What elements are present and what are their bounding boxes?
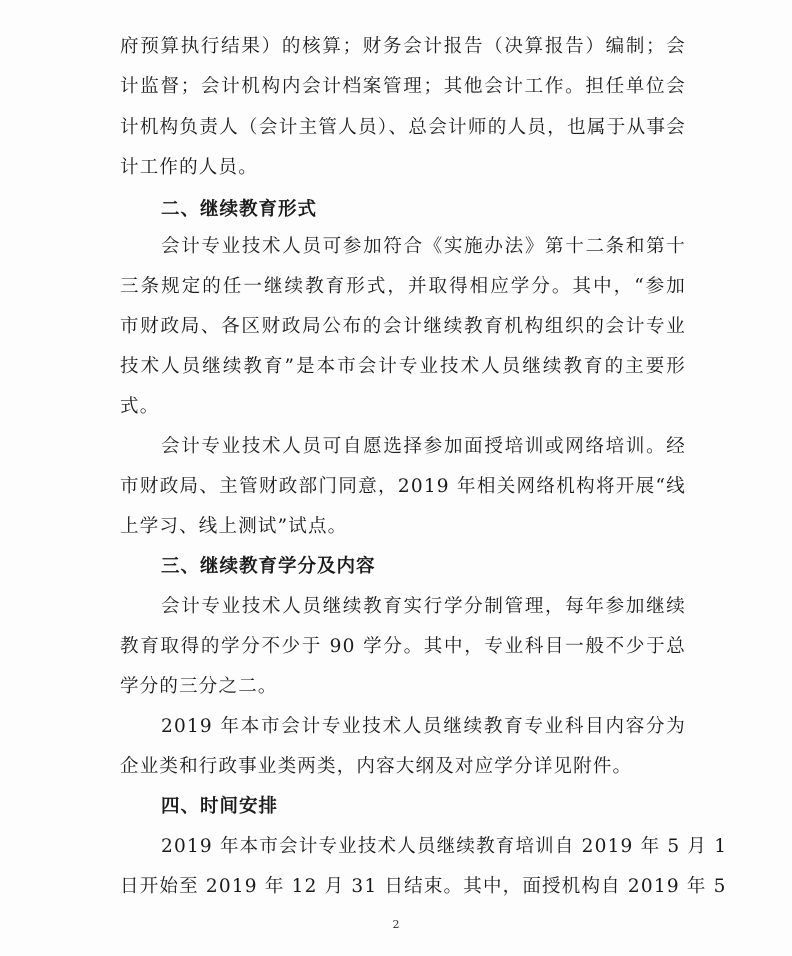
paragraph-line: 式。: [120, 396, 160, 417]
paragraph-line: 市财政局、各区财政局公布的会计继续教育机构组织的会计专业: [120, 316, 686, 337]
section-heading-4: 四、时间安排: [161, 796, 279, 817]
paragraph-line: 教育取得的学分不少于 90 学分。其中，专业科目一般不少于总: [120, 636, 686, 657]
section-heading-3: 三、继续教育学分及内容: [161, 556, 376, 577]
paragraph-line: 府预算执行结果）的核算；财务会计报告（决算报告）编制；会: [120, 36, 686, 57]
paragraph-line: 计工作的人员。: [120, 157, 258, 178]
paragraph-line: 计机构负责人（会计主管人员）、总会计师的人员，也属于从事会: [120, 117, 686, 138]
paragraph-line: 2019 年本市会计专业技术人员继续教育专业科目内容分为: [161, 716, 686, 737]
page-number: 2: [392, 918, 400, 931]
paragraph-line: 三条规定的任一继续教育形式，并取得相应学分。其中，“参加: [120, 276, 686, 297]
paragraph-line: 企业类和行政事业类两类，内容大纲及对应学分详见附件。: [120, 756, 633, 777]
paragraph-line: 上学习、线上测试”试点。: [120, 516, 348, 537]
paragraph-line: 会计专业技术人员可自愿选择参加面授培训或网络培训。经: [161, 436, 686, 457]
paragraph-line: 计监督；会计机构内会计档案管理；其他会计工作。担任单位会: [120, 76, 686, 97]
section-heading-2: 二、继续教育形式: [161, 199, 318, 220]
paragraph-line: 学分的三分之二。: [120, 676, 278, 697]
paragraph-line: 2019 年本市会计专业技术人员继续教育培训自 2019 年 5 月 1: [161, 836, 728, 857]
paragraph-line: 日开始至 2019 年 12 月 31 日结束。其中，面授机构自 2019 年 5: [120, 876, 727, 897]
paragraph-line: 会计专业技术人员可参加符合《实施办法》第十二条和第十: [161, 236, 686, 257]
paragraph-line: 市财政局、主管财政部门同意，2019 年相关网络机构将开展“线: [120, 476, 686, 497]
paragraph-line: 会计专业技术人员继续教育实行学分制管理，每年参加继续: [161, 596, 686, 617]
paragraph-line: 技术人员继续教育”是本市会计专业技术人员继续教育的主要形: [120, 356, 686, 377]
